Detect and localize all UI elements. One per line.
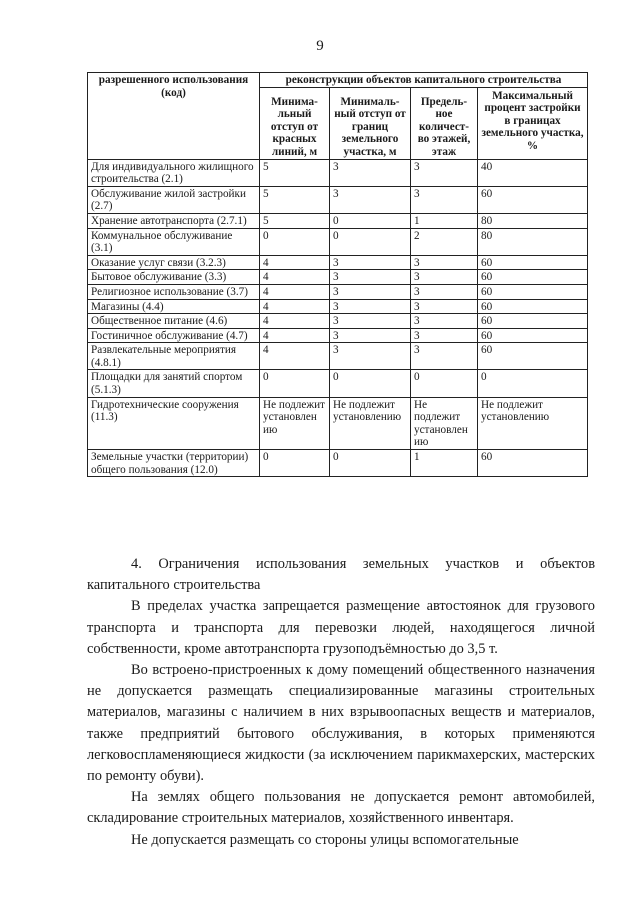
section-heading-restrictions: 4. Ограничения использования земельных участков и объектов капитального строительства — [87, 556, 595, 594]
row-setback-red-lines: 4 — [260, 270, 330, 285]
table-row — [88, 284, 588, 299]
row-land-use: Развлекательные мероприятия (4.8.1) — [88, 343, 260, 370]
zoning-parameters-table — [87, 72, 588, 477]
row-max-floors: 3 — [411, 343, 478, 370]
row-setback-red-lines: 4 — [260, 299, 330, 314]
row-setback-red-lines: 5 — [260, 159, 330, 186]
paragraph-street-side-restriction: Не допускается размещать со стороны улицы вспомогательные — [131, 831, 519, 848]
row-max-coverage: 0 — [478, 370, 588, 397]
table-row — [88, 299, 588, 314]
row-setback-red-lines: 4 — [260, 284, 330, 299]
row-max-floors: 3 — [411, 284, 478, 299]
row-land-use: Гидротехнические сооружения (11.3) — [88, 397, 260, 449]
row-land-use: Для индивидуального жилищного строительства (2.1) — [88, 159, 260, 186]
row-land-use: Обслуживание жилой застройки (2.7) — [88, 186, 260, 213]
paragraph-common-land-restriction: На землях общего пользования не допускается ремонт автомобилей, складирование строительных материалов, хозяйственного инвентаря. — [87, 789, 595, 827]
row-land-use: Оказание услуг связи (3.2.3) — [88, 255, 260, 270]
header-min-setback-red-lines: Минима-льный отступ от красных линий, м — [260, 87, 330, 159]
row-setback-boundaries: Не подлежит установлению — [330, 397, 411, 449]
row-land-use: Бытовое обслуживание (3.3) — [88, 270, 260, 285]
header-max-coverage: Максимальный процент застройки в границах земельного участка, % — [478, 87, 588, 159]
row-max-floors: 3 — [411, 328, 478, 343]
row-max-coverage: 60 — [478, 314, 588, 329]
row-setback-red-lines: 4 — [260, 255, 330, 270]
row-land-use: Общественное питание (4.6) — [88, 314, 260, 329]
row-max-floors: 2 — [411, 228, 478, 255]
table-row — [88, 314, 588, 329]
header-max-floors: Предель-ное количест-во этажей, этаж — [411, 87, 478, 159]
row-setback-boundaries: 3 — [330, 159, 411, 186]
row-max-coverage: 80 — [478, 213, 588, 228]
row-max-floors: 3 — [411, 270, 478, 285]
paragraph-public-premises-restriction: Во встроено-пристроенных к дому помещений общественного назначения не допускается размещать специализированные магазины строительных материалов, магазины с наличием в них взрывоопасных веществ и материалов, также предприятий бытового обслуживания, в которых применяются легковоспламеняющиеся жидкости (за исключением парикмахерских, мастерских по ремонту обуви). — [87, 662, 595, 785]
row-setback-red-lines: 0 — [260, 228, 330, 255]
row-max-coverage: 60 — [478, 255, 588, 270]
row-setback-boundaries: 3 — [330, 270, 411, 285]
row-max-floors: 3 — [411, 255, 478, 270]
row-setback-boundaries: 3 — [330, 186, 411, 213]
row-max-coverage: 80 — [478, 228, 588, 255]
row-max-floors: 0 — [411, 370, 478, 397]
row-land-use: Гостиничное обслуживание (4.7) — [88, 328, 260, 343]
row-setback-red-lines: 4 — [260, 328, 330, 343]
row-max-floors: 3 — [411, 186, 478, 213]
row-setback-red-lines: 4 — [260, 343, 330, 370]
header-land-use-code: разрешенного использования (код) — [88, 73, 260, 160]
row-setback-red-lines: 0 — [260, 450, 330, 477]
table-row — [88, 343, 588, 370]
row-land-use: Коммунальное обслуживание (3.1) — [88, 228, 260, 255]
table-body — [88, 159, 588, 477]
row-setback-red-lines: 5 — [260, 213, 330, 228]
table-row — [88, 228, 588, 255]
paragraph-parking-restriction: В пределах участка запрещается размещение автостоянок для грузового транспорта и транспорта для перевозки людей, находящегося личной собственности, кроме автотранспорта грузоподъёмностью до 3,5 т. — [87, 598, 595, 657]
row-land-use: Площадки для занятий спортом (5.1.3) — [88, 370, 260, 397]
row-max-floors: 3 — [411, 159, 478, 186]
row-setback-boundaries: 0 — [330, 370, 411, 397]
row-max-coverage: 60 — [478, 270, 588, 285]
row-setback-boundaries: 3 — [330, 343, 411, 370]
table-row — [88, 370, 588, 397]
row-max-coverage: 60 — [478, 328, 588, 343]
row-setback-red-lines: 0 — [260, 370, 330, 397]
row-max-coverage: 60 — [478, 186, 588, 213]
row-setback-boundaries: 3 — [330, 299, 411, 314]
row-max-floors: 1 — [411, 450, 478, 477]
row-max-coverage: 60 — [478, 450, 588, 477]
row-land-use: Религиозное использование (3.7) — [88, 284, 260, 299]
row-max-floors: 3 — [411, 314, 478, 329]
row-max-coverage: 40 — [478, 159, 588, 186]
row-max-coverage: 60 — [478, 299, 588, 314]
table-row — [88, 270, 588, 285]
row-setback-boundaries: 3 — [330, 255, 411, 270]
row-setback-boundaries: 3 — [330, 314, 411, 329]
row-setback-boundaries: 0 — [330, 213, 411, 228]
table-row — [88, 213, 588, 228]
row-land-use: Хранение автотранспорта (2.7.1) — [88, 213, 260, 228]
header-min-setback-boundaries: Минималь-ный отступ от границ земельного участка, м — [330, 87, 411, 159]
table-row — [88, 159, 588, 186]
row-max-coverage: 60 — [478, 343, 588, 370]
table-row — [88, 186, 588, 213]
row-land-use: Магазины (4.4) — [88, 299, 260, 314]
row-setback-red-lines: Не подлежит установлен ию — [260, 397, 330, 449]
row-max-floors: 1 — [411, 213, 478, 228]
table-row — [88, 328, 588, 343]
table-row — [88, 255, 588, 270]
table-row — [88, 397, 588, 449]
page-number: 9 — [316, 38, 324, 54]
row-max-floors: 3 — [411, 299, 478, 314]
header-reconstruction-group: реконструкции объектов капитального строительства — [260, 73, 588, 88]
table-row — [88, 450, 588, 477]
row-setback-red-lines: 5 — [260, 186, 330, 213]
row-setback-boundaries: 3 — [330, 328, 411, 343]
table-header — [88, 73, 588, 160]
row-setback-red-lines: 4 — [260, 314, 330, 329]
row-max-floors: Не подлежит установлен ию — [411, 397, 478, 449]
body-text — [87, 554, 595, 851]
row-setback-boundaries: 0 — [330, 450, 411, 477]
row-max-coverage: Не подлежит установлению — [478, 397, 588, 449]
row-land-use: Земельные участки (территории) общего пользования (12.0) — [88, 450, 260, 477]
row-setback-boundaries: 3 — [330, 284, 411, 299]
row-setback-boundaries: 0 — [330, 228, 411, 255]
header-row-top — [88, 73, 588, 88]
row-max-coverage: 60 — [478, 284, 588, 299]
